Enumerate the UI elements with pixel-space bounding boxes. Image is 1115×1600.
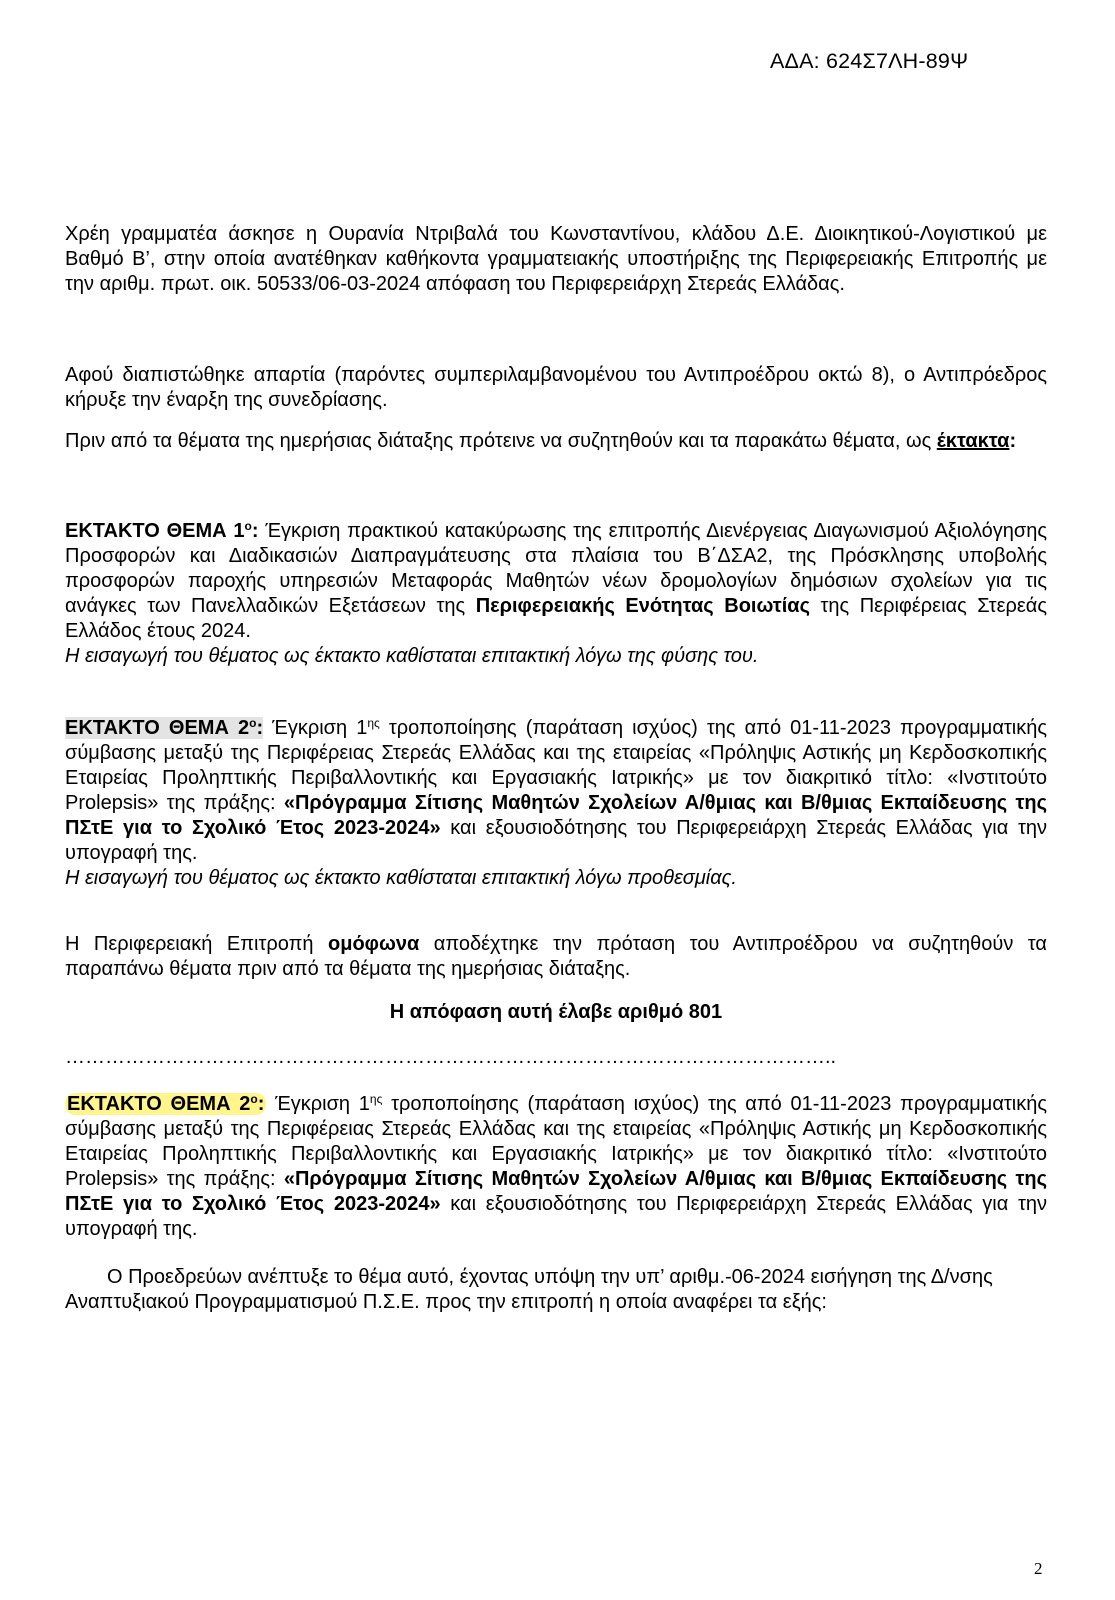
topic2-colon: : (256, 717, 264, 739)
topic2-bold: «Πρόγραμμα Σίτισης Μαθητών Σχολείων Α/θμιας και Β/θμιας Εκπαίδευσης της ΠΣτΕ για το Σχολικό Έτος 2023-2024» (65, 792, 1047, 839)
topic2-text-b: τροποποίησης (παράταση ισχύος) της από 01-11-2023 προγραμματικής σύμβασης μεταξύ της Περιφέρειας Στερεάς Ελλάδας και της εταιρείας «Πρόληψις Αστικής μη Κερδοσκοπικής Εταιρείας Προληπτικής Περιβαλλοντικής και Εργασιακής Ιατρικής» με τον διακριτικό τίτλο: «Ινστιτούτο Prolepsis» της πράξης: (65, 717, 1047, 814)
topic2-repeat-label (65, 1093, 266, 1115)
topic2-section (65, 716, 1047, 891)
topic2-repeat-text-c: και εξουσιοδότησης του Περιφερειάρχη Στερεάς Ελλάδας για την υπογραφή της. (65, 1193, 1048, 1240)
proposal-emphasis: έκτακτα (936, 430, 1010, 452)
topic2-repeat-colon: : (257, 1093, 265, 1115)
secretary-paragraph: Χρέη γραμματέα άσκησε η Ουρανία Ντριβαλά του Κωνσταντίνου, κλάδου Δ.Ε. Διοικητικού-Λογιστικού με Βαθμό Β’, στην οποία ανατέθηκαν καθήκοντα γραμματειακής υποστήριξης της Περιφερειακής Επιτροπής με την αριθμ. πρωτ. οικ. 50533/06-03-2024 απόφαση του Περιφερειάρχη Στερεάς Ελλάδας. (65, 223, 1047, 295)
topic2-repeat-text-a: Έγκριση 1 (266, 1093, 370, 1115)
topic2-repeat-bold: «Πρόγραμμα Σίτισης Μαθητών Σχολείων Α/θμιας και Β/θμιας Εκπαίδευσης της ΠΣτΕ για το Σχολικό Έτος 2023-2024» (65, 1168, 1047, 1215)
topic2-repeat-paragraph (65, 1092, 1047, 1242)
page-number: 2 (1034, 1559, 1043, 1578)
topic1-note: Η εισαγωγή του θέματος ως έκτακτο καθίσταται επιτακτική λόγω της φύσης του. (65, 645, 759, 667)
decision-number: Η απόφαση αυτή έλαβε αριθμό 801 (389, 1001, 723, 1023)
topic2-text-c: και εξουσιοδότησης του Περιφερειάρχη Στερεάς Ελλάδας για την υπογραφή της. (65, 817, 1048, 864)
topic1-colon: : (251, 520, 259, 542)
proposal-text: Πριν από τα θέματα της ημερήσιας διάταξης πρότεινε να συζητηθούν και τα παρακάτω θέματα, ως (65, 430, 937, 452)
acceptance-paragraph (65, 932, 1047, 982)
topic2-repeat-label-sup: ο (250, 1092, 258, 1106)
topic2-note: Η εισαγωγή του θέματος ως έκτακτο καθίσταται επιτακτική λόγω προθεσμίας. (65, 867, 737, 889)
topic2-repeat-ordinal-sup: ης (369, 1092, 383, 1106)
presentation-paragraph: Ο Προεδρεύων ανέπτυξε το θέμα αυτό, έχοντας υπόψη την υπ’ αριθμ.-06-2024 εισήγηση της Δ/νσης Αναπτυξιακού Προγραμματισμού Π.Σ.Ε. προς την επιτροπή η οποία αναφέρει τα εξής: (65, 1266, 993, 1313)
separator-dots: …………………………………………………………………………………………………….. (65, 1046, 837, 1068)
topic2-label-text: ΕΚΤΑΚΤΟ ΘΕΜΑ 2 (65, 717, 250, 739)
topic2-text-a: Έγκριση 1 (263, 717, 368, 739)
topic1-section (65, 519, 1047, 669)
proposal-colon: : (1009, 430, 1017, 452)
topic2-ordinal-sup: ης (367, 716, 380, 730)
proposal-paragraph (65, 429, 1047, 454)
topic1-bold: Περιφερειακής Ενότητας Βοιωτίας (475, 595, 810, 617)
topic1-paragraph (65, 519, 1047, 644)
acceptance-text-a: Η Περιφερειακή Επιτροπή (65, 933, 328, 955)
topic1-label-sup: ο (244, 519, 252, 533)
topic2-label (65, 717, 263, 739)
topic2-repeat-text-b: τροποποίησης (παράταση ισχύος) της από 01-11-2023 προγραμματικής σύμβασης μεταξύ της Περιφέρειας Στερεάς Ελλάδας και της εταιρείας «Πρόληψις Αστικής μη Κερδοσκοπικής Εταιρείας Προληπτικής Περιβαλλοντικής και Εργασιακής Ιατρικής» με τον διακριτικό τίτλο: «Ινστιτούτο Prolepsis» της πράξης: (65, 1093, 1047, 1190)
topic1-text-a: Έγκριση πρακτικού κατακύρωσης της επιτροπής Διενέργειας Διαγωνισμού Αξιολόγησης Προσφορών και Διαδικασιών Διαπραγμάτευσης στα πλαίσια του Β΄ΔΣΑ2, της Πρόσκλησης υποβολής προσφορών παροχής υπηρεσιών Μεταφοράς Μαθητών νέων δρομολογίων δημόσιων σχολείων για τις ανάγκες των Πανελλαδικών Εξετάσεων της (65, 520, 1047, 617)
topic2-paragraph (65, 716, 1047, 866)
topic1-text-b: της Περιφέρειας Στερεάς Ελλάδος έτους 2024. (65, 595, 1047, 642)
acceptance-text-b: αποδέχτηκε την πρόταση του Αντιπροέδρου να συζητηθούν τα παραπάνω θέματα πριν από τα θέματα της ημερήσιας διάταξης. (65, 933, 1047, 980)
quorum-paragraph: Αφού διαπιστώθηκε απαρτία (παρόντες συμπεριλαμβανομένου του Αντιπροέδρου οκτώ 8), ο Αντιπρόεδρος κήρυξε την έναρξη της συνεδρίασης. (65, 364, 1047, 411)
acceptance-bold: ομόφωνα (328, 933, 420, 955)
topic1-label: ΕΚΤΑΚΤΟ ΘΕΜΑ 1 (65, 520, 245, 542)
ada-code: ΑΔΑ: 624Σ7ΛΗ-89Ψ (770, 49, 969, 73)
topic2-repeat-label-text: ΕΚΤΑΚΤΟ ΘΕΜΑ 2 (67, 1093, 251, 1115)
topic2-label-sup: ο (249, 716, 257, 730)
